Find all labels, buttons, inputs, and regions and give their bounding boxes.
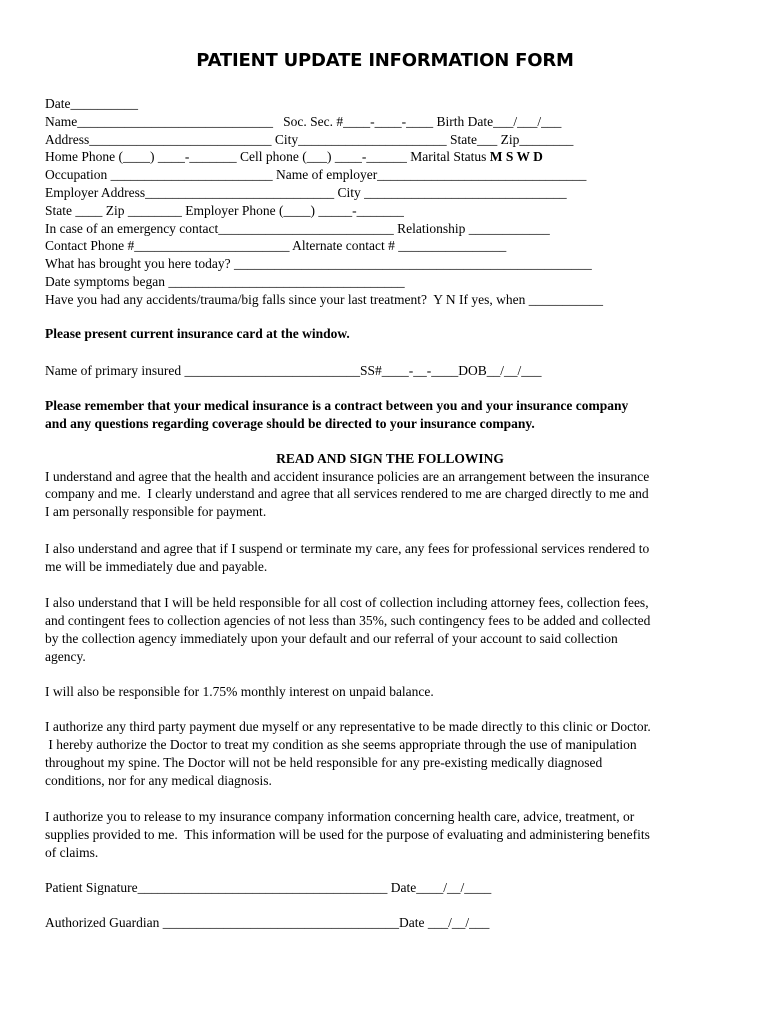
patient-fields <box>45 95 735 309</box>
agreement-paragraph-6: I authorize you to release to my insurance company information concerning health care, advice, treatment, or supplies provided to me. This information will be used for the purpose of evaluating and administering benefits of claims. <box>45 809 650 860</box>
emergency-contact-field[interactable]: In case of an emergency contact__________________________ Relationship ____________ <box>45 220 550 236</box>
contract-notice: Please remember that your medical insurance is a contract between you and your insurance company and any questions regarding coverage should be directed to your insurance company. <box>45 398 629 431</box>
date-field[interactable]: Date__________ <box>45 96 138 111</box>
agreement-paragraph-2: I also understand and agree that if I suspend or terminate my care, any fees for professional services rendered to me will be immediately due and payable. <box>45 541 650 574</box>
agreement-paragraph-4: I will also be responsible for 1.75% monthly interest on unpaid balance. <box>45 684 434 699</box>
patient-signature-field[interactable]: Patient Signature_____________________________________ Date____/__/____ <box>45 880 492 895</box>
agreement-paragraph-3: I also understand that I will be held responsible for all cost of collection including attorney fees, collection fees, and contingent fees to collection agencies of not less than 35%, such contingency fees to be added and collected by the collection agency immediately upon your default and our referral of your account to said collection agency. <box>45 595 651 664</box>
form-title: PATIENT UPDATE INFORMATION FORM <box>196 50 574 71</box>
employer-state-zip-phone-field[interactable]: State ____ Zip ________ Employer Phone (____) _____-_______ <box>45 202 404 218</box>
phone-marital-text: Home Phone (____) ____-_______ Cell phone (___) ____-______ Marital Status <box>45 149 490 165</box>
read-sign-heading: READ AND SIGN THE FOLLOWING <box>276 451 504 466</box>
accidents-field[interactable]: Have you had any accidents/trauma/big falls since your last treatment? Y N If yes, when ___________ <box>45 291 603 307</box>
phone-marital-field[interactable] <box>45 148 735 166</box>
marital-options[interactable]: M S W D <box>489 149 543 165</box>
reason-for-visit-field[interactable]: What has brought you here today? _____________________________________________________ <box>45 256 592 272</box>
guardian-signature-field[interactable]: Authorized Guardian ___________________________________Date ___/__/___ <box>45 915 490 930</box>
contact-phone-field[interactable]: Contact Phone #_______________________ Alternate contact # ________________ <box>45 238 507 254</box>
name-ssn-birthdate-field[interactable]: Name_____________________________ Soc. Sec. #____-____-____ Birth Date___/___/___ <box>45 113 562 129</box>
agreement-paragraph-5: I authorize any third party payment due myself or any representative to be made directly to this clinic or Doctor. I hereby authorize the Doctor to treat my condition as she seems appropriate through the use of manipulation throughout my spine. The Doctor will not be held responsible for any pre-existing medically diagnosed conditions, nor for any medical diagnosis. <box>45 719 651 788</box>
address-field[interactable]: Address___________________________ City______________________ State___ Zip________ <box>45 131 574 147</box>
primary-insured-field[interactable]: Name of primary insured __________________________SS#____-__-____DOB__/__/___ <box>45 363 542 378</box>
occupation-field[interactable]: Occupation ________________________ Name of employer_______________________________ <box>45 167 587 183</box>
employer-address-field[interactable]: Employer Address____________________________ City ______________________________ <box>45 184 567 200</box>
insurance-card-notice: Please present current insurance card at the window. <box>45 326 350 341</box>
agreement-paragraph-1: I understand and agree that the health and accident insurance policies are an arrangement between the insurance company and me. I clearly understand and agree that all services rendered to me are charged directly to me and I am personally responsible for payment. <box>45 468 650 520</box>
symptoms-date-field[interactable]: Date symptoms began ___________________________________ <box>45 273 405 289</box>
